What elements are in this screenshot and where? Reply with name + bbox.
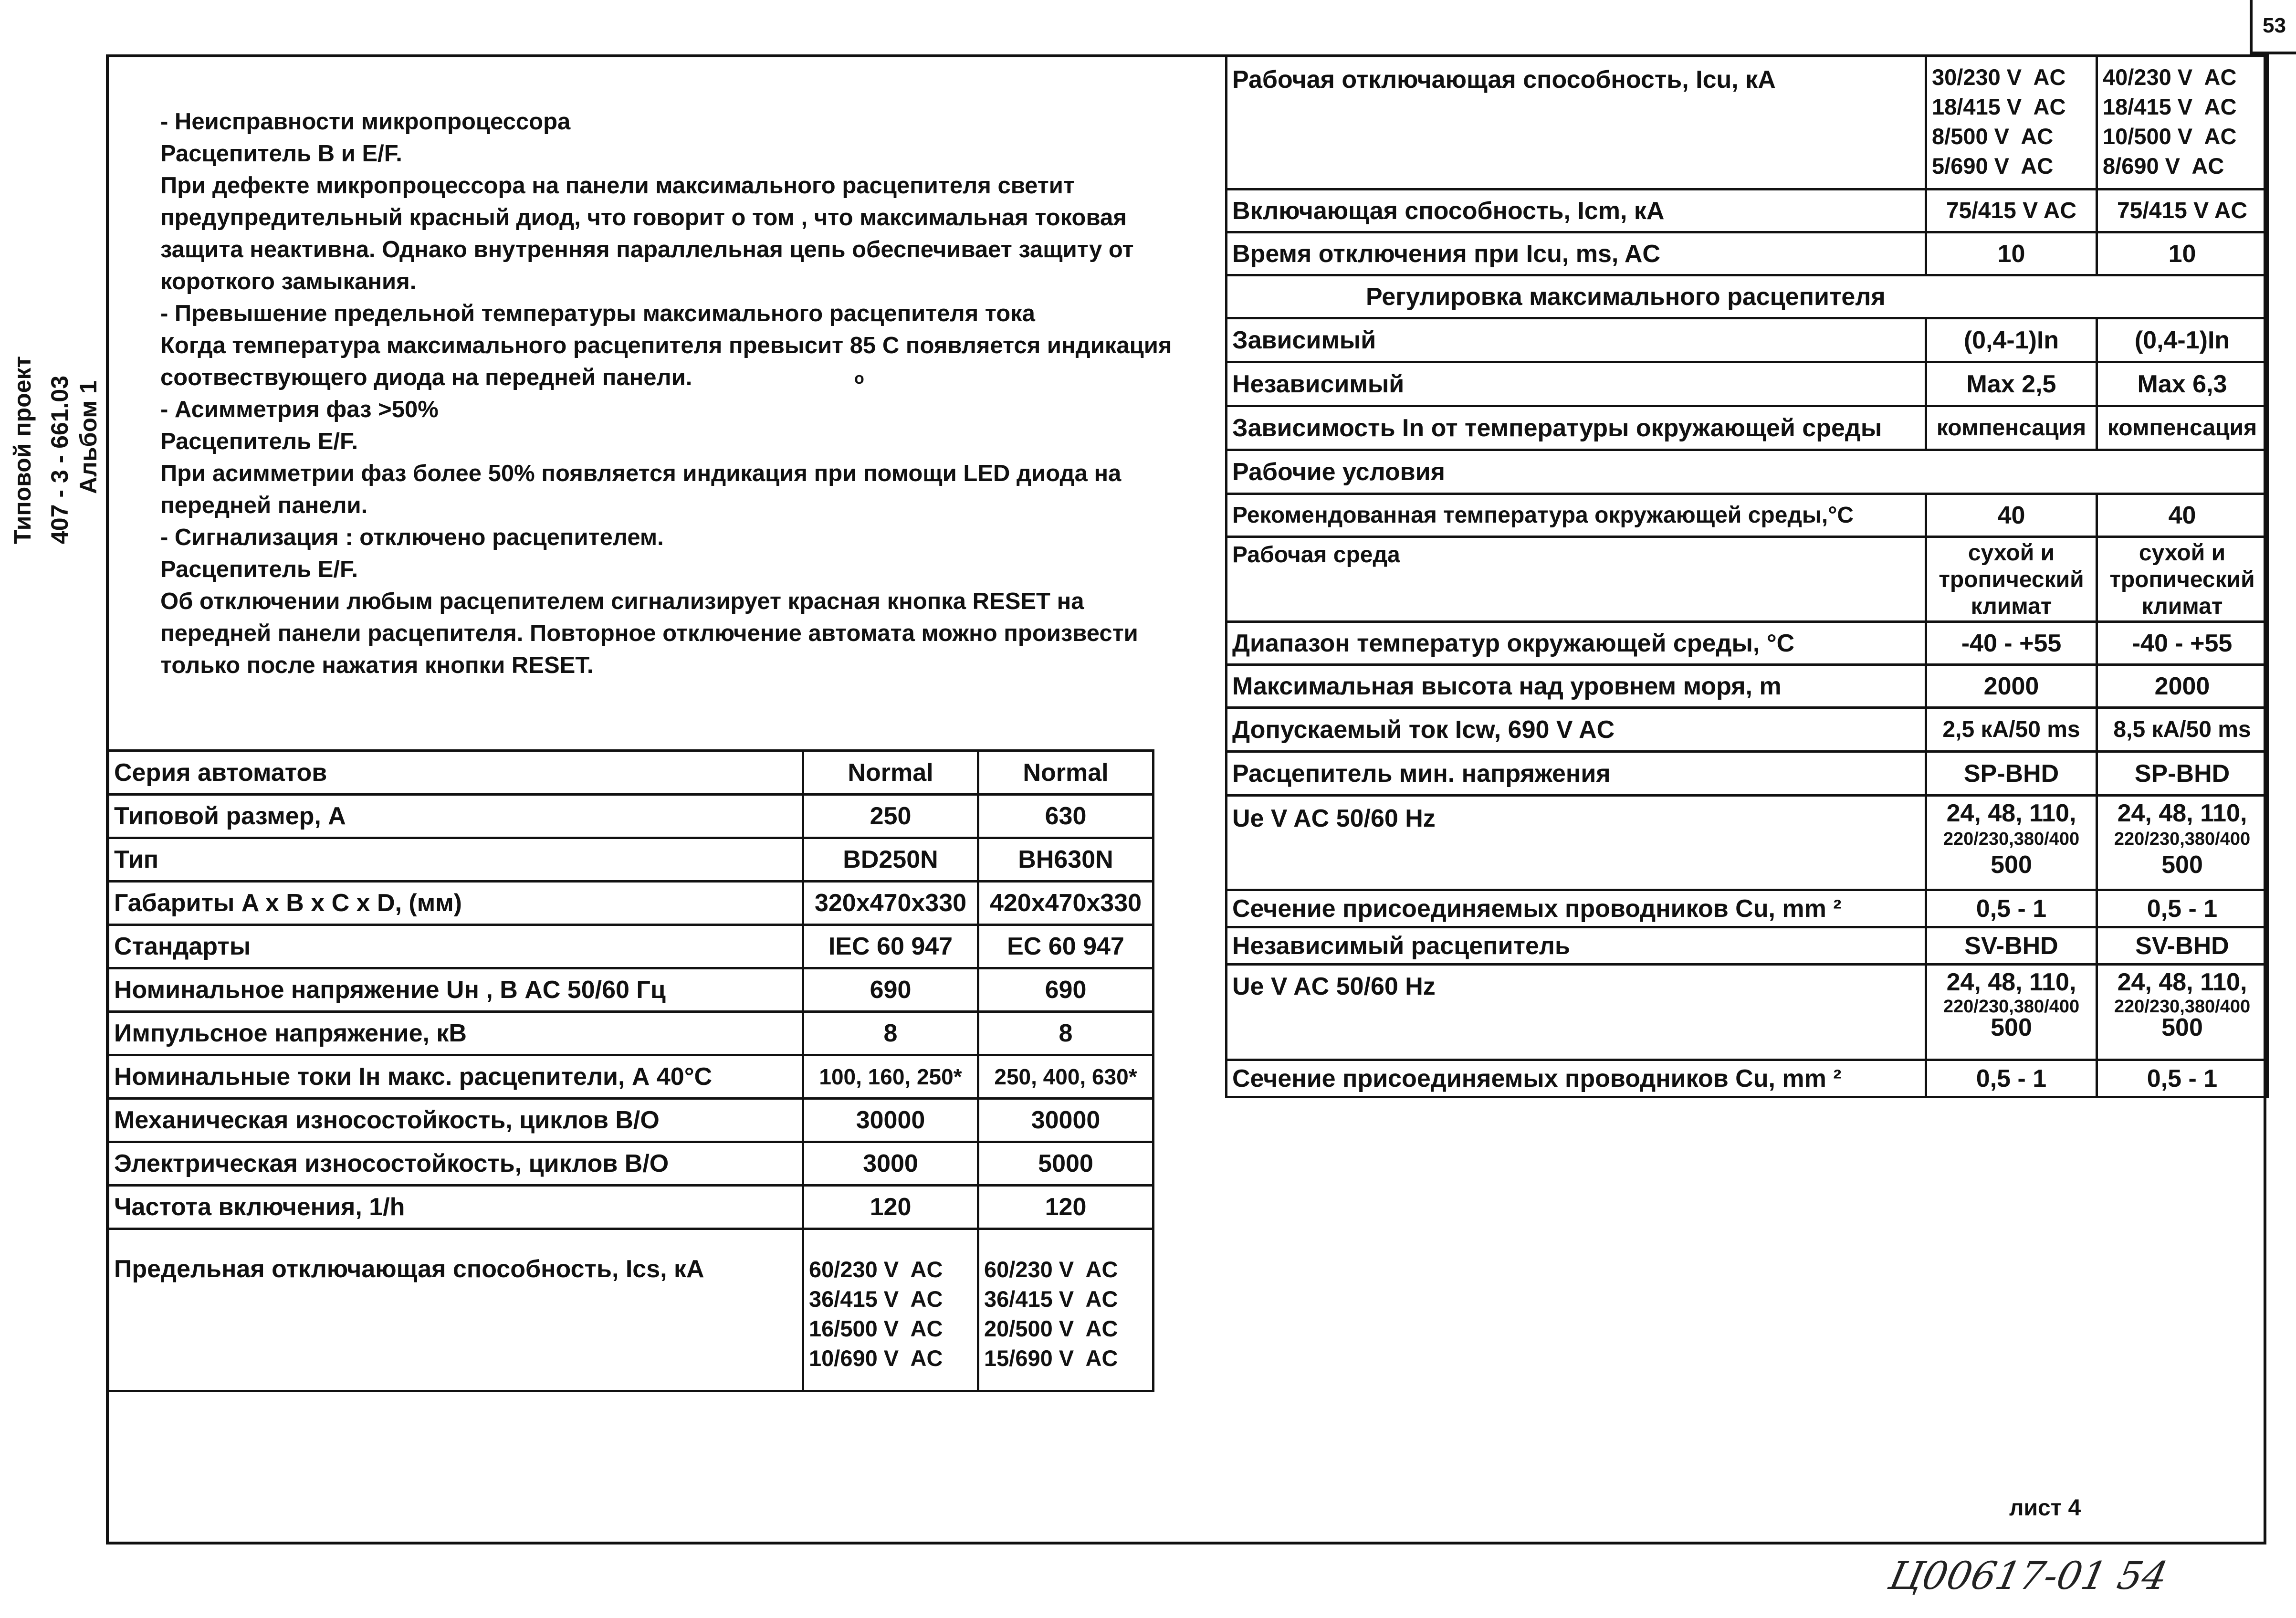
- value-col2: 630: [978, 795, 1153, 838]
- table-row: [108, 1186, 1153, 1229]
- table-row: [1227, 622, 2268, 665]
- table-row: [1227, 494, 2268, 537]
- row-label: Допускаемый ток Icw, 690 V AC: [1227, 708, 1926, 752]
- value-col2: 2000: [2097, 665, 2268, 708]
- table-row: [1227, 965, 2268, 1060]
- value-col2: SP-BHD: [2097, 752, 2268, 796]
- desc-line: При дефекте микропроцессора на панели максимального расцепителя светит: [160, 173, 1075, 199]
- table-row: [1227, 362, 2268, 406]
- value-line: 24, 48, 110,: [1946, 799, 2076, 827]
- value-col2: SV-BHD: [2097, 927, 2268, 965]
- table-row: [1227, 450, 2268, 494]
- table-row: [108, 882, 1153, 925]
- desc-line: - Неисправности микропроцессора: [160, 109, 571, 135]
- value-col2: 120: [978, 1186, 1153, 1229]
- desc-line: передней панели расцепителя. Повторное отключение автомата можно произвести: [160, 620, 1138, 646]
- table-row: [1227, 1060, 2268, 1097]
- value-col1: 690: [803, 968, 978, 1012]
- value-line: 220/230,380/400: [2114, 829, 2251, 849]
- value-col2: Max 6,3: [2097, 362, 2268, 406]
- row-label: Зависимость In от температуры окружающей среды: [1227, 406, 1926, 450]
- table-row: [1227, 752, 2268, 796]
- value-col2: [2097, 796, 2268, 890]
- value-col1: 320x470x330: [803, 882, 978, 925]
- value-line: 220/230,380/400: [2114, 997, 2251, 1017]
- page-number: 53: [2250, 0, 2296, 54]
- desc-line: передней панели.: [160, 493, 368, 518]
- value-col1: 120: [803, 1186, 978, 1229]
- value-col2: 5000: [978, 1142, 1153, 1186]
- row-label: Рекомендованная температура окружающей среды,°C: [1227, 494, 1926, 537]
- table-row: [1227, 927, 2268, 965]
- side-title: [0, 0, 106, 597]
- table-row: [108, 1142, 1153, 1186]
- row-label: Габариты A x B x C x D, (мм): [108, 882, 803, 925]
- desc-line: - Сигнализация : отключено расцепителем.: [160, 525, 664, 550]
- value-col1: SV-BHD: [1926, 927, 2097, 965]
- row-label: Типовой размер, А: [108, 795, 803, 838]
- table-row: [108, 1229, 1153, 1391]
- row-label: Номинальное напряжение Uн , В AC 50/60 Гц: [108, 968, 803, 1012]
- desc-line: предупредительный красный диод, что говорит о том , что максимальная токовая: [160, 205, 1127, 231]
- table-row: [1227, 232, 2268, 275]
- desc-line: - Превышение предельной температуры максимального расцепителя тока: [160, 301, 1035, 326]
- table-row: [1227, 537, 2268, 622]
- row-label: Ue V AC 50/60 Hz: [1227, 796, 1926, 890]
- row-label: Рабочая среда: [1227, 537, 1926, 622]
- desc-line: - Асимметрия фаз >50%: [160, 397, 439, 422]
- table-row: [108, 968, 1153, 1012]
- row-label: Сечение присоединяемых проводников Cu, mm ²: [1227, 1060, 1926, 1097]
- table-row: [1227, 189, 2268, 232]
- desc-line: защита неактивна. Однако внутренняя параллельная цепь обеспечивает защиту от: [160, 237, 1134, 263]
- value-col2: 250, 400, 630*: [978, 1055, 1153, 1099]
- section-header: Рабочие условия: [1227, 450, 2268, 494]
- side-title-line-3: Альбом 1: [75, 380, 102, 494]
- value-col2: 0,5 - 1: [2097, 890, 2268, 927]
- description-text: [160, 106, 1177, 682]
- value-col1: [1926, 965, 2097, 1060]
- table-row: [108, 838, 1153, 882]
- value-col2: 10: [2097, 232, 2268, 275]
- row-label: Электрическая износостойкость, циклов В/О: [108, 1142, 803, 1186]
- degree-mark: o: [854, 369, 864, 388]
- value-col1: 30/230 V AC 18/415 V AC 8/500 V AC 5/690 V AC: [1926, 56, 2097, 189]
- value-col1: -40 - +55: [1926, 622, 2097, 665]
- desc-line: Расцепитель E/F.: [160, 429, 358, 454]
- row-label: Включающая способность, Icm, кА: [1227, 189, 1926, 232]
- value-line: 500: [2161, 1014, 2203, 1041]
- table-row: [108, 795, 1153, 838]
- desc-line: При асимметрии фаз более 50% появляется индикация при помощи LED диода на: [160, 461, 1122, 486]
- table-row: [1227, 796, 2268, 890]
- value-col1: 40: [1926, 494, 2097, 537]
- row-label: Импульсное напряжение, кВ: [108, 1012, 803, 1055]
- value-col2: BH630N: [978, 838, 1153, 882]
- value-col1: 100, 160, 250*: [803, 1055, 978, 1099]
- value-col1: Max 2,5: [1926, 362, 2097, 406]
- value-col2: (0,4-1)In: [2097, 318, 2268, 362]
- table-row: [1227, 275, 2268, 318]
- value-col2: 8,5 кА/50 ms: [2097, 708, 2268, 752]
- value-col2: 420x470x330: [978, 882, 1153, 925]
- table-row: [108, 1055, 1153, 1099]
- desc-line: Когда температура максимального расцепителя превысит 85 С появляется индикация: [160, 333, 1172, 358]
- row-label: Независимый расцепитель: [1227, 927, 1926, 965]
- value-col2: -40 - +55: [2097, 622, 2268, 665]
- value-col2: EC 60 947: [978, 925, 1153, 968]
- value-col1: 0,5 - 1: [1926, 890, 2097, 927]
- value-col1: 2,5 кА/50 ms: [1926, 708, 2097, 752]
- desc-line: Расцепитель В и E/F.: [160, 141, 402, 167]
- table-row: [1227, 56, 2268, 189]
- value-col1: IEC 60 947: [803, 925, 978, 968]
- table-row: [108, 925, 1153, 968]
- row-label: Диапазон температур окружающей среды, °C: [1227, 622, 1926, 665]
- value-col1: сухой и тропический климат: [1926, 537, 2097, 622]
- value-col2: 40/230 V AC 18/415 V AC 10/500 V AC 8/690 V AC: [2097, 56, 2268, 189]
- row-label: Время отключения при Icu, ms, AC: [1227, 232, 1926, 275]
- table-row: [1227, 708, 2268, 752]
- row-label: Ue V AC 50/60 Hz: [1227, 965, 1926, 1060]
- table-row: [108, 1012, 1153, 1055]
- value-col2: 8: [978, 1012, 1153, 1055]
- desc-line: только после нажатия кнопки RESET.: [160, 652, 594, 678]
- side-title-line-2: 407 - 3 - 661.03: [46, 375, 73, 544]
- row-label: Механическая износостойкость, циклов В/О: [108, 1099, 803, 1142]
- table-row: [1227, 890, 2268, 927]
- row-label: Предельная отключающая способность, Ics, кА: [108, 1229, 803, 1391]
- value-col1: 30000: [803, 1099, 978, 1142]
- right-spec-table: [1225, 54, 2269, 1098]
- value-line: 220/230,380/400: [1943, 997, 2080, 1017]
- value-line: 24, 48, 110,: [2117, 799, 2247, 827]
- value-col2: сухой и тропический климат: [2097, 537, 2268, 622]
- value-col1: 60/230 V AC 36/415 V AC 16/500 V AC 10/690 V AC: [803, 1229, 978, 1391]
- value-col2: [2097, 965, 2268, 1060]
- value-col1: (0,4-1)In: [1926, 318, 2097, 362]
- value-line: 500: [1991, 1014, 2032, 1041]
- value-col1: 10: [1926, 232, 2097, 275]
- handwritten-code: Ц00617-01 54: [1885, 1554, 2172, 1598]
- value-col1: [1926, 796, 2097, 890]
- value-col2: 60/230 V AC 36/415 V AC 20/500 V AC 15/690 V AC: [978, 1229, 1153, 1391]
- section-header: Регулировка максимального расцепителя: [1227, 275, 2268, 318]
- value-col2: 40: [2097, 494, 2268, 537]
- value-col2: 690: [978, 968, 1153, 1012]
- row-label: Независимый: [1227, 362, 1926, 406]
- value-col1: Normal: [803, 751, 978, 795]
- value-col2: 0,5 - 1: [2097, 1060, 2268, 1097]
- value-col2: компенсация: [2097, 406, 2268, 450]
- value-col1: 0,5 - 1: [1926, 1060, 2097, 1097]
- value-line: 500: [1991, 851, 2032, 879]
- value-col1: BD250N: [803, 838, 978, 882]
- left-spec-table: [107, 749, 1154, 1392]
- row-label: Номинальные токи Iн макс. расцепители, А 40°C: [108, 1055, 803, 1099]
- row-label: Расцепитель мин. напряжения: [1227, 752, 1926, 796]
- side-title-line-1: Типовой проект: [9, 356, 36, 544]
- sheet-label: лист 4: [2009, 1495, 2081, 1521]
- desc-line: короткого замыкания.: [160, 269, 417, 294]
- value-col1: компенсация: [1926, 406, 2097, 450]
- desc-line: Об отключении любым расцепителем сигнализирует красная кнопка RESET на: [160, 588, 1084, 614]
- value-col1: 75/415 V AC: [1926, 189, 2097, 232]
- table-row: [1227, 318, 2268, 362]
- value-col2: 75/415 V AC: [2097, 189, 2268, 232]
- table-row: [1227, 406, 2268, 450]
- value-line: 24, 48, 110,: [2117, 968, 2247, 996]
- row-label: Максимальная высота над уровнем моря, m: [1227, 665, 1926, 708]
- value-col2: Normal: [978, 751, 1153, 795]
- table-row: [108, 751, 1153, 795]
- desc-line: Расцепитель E/F.: [160, 557, 358, 582]
- table-row: [108, 1099, 1153, 1142]
- value-line: 24, 48, 110,: [1946, 968, 2076, 996]
- row-label: Серия автоматов: [108, 751, 803, 795]
- row-label: Стандарты: [108, 925, 803, 968]
- row-label: Сечение присоединяемых проводников Cu, mm ²: [1227, 890, 1926, 927]
- desc-line: соотвествующего диода на передней панели.: [160, 365, 692, 390]
- value-line: 500: [2161, 851, 2203, 879]
- row-label: Частота включения, 1/h: [108, 1186, 803, 1229]
- value-col1: 2000: [1926, 665, 2097, 708]
- row-label: Тип: [108, 838, 803, 882]
- value-line: 220/230,380/400: [1943, 829, 2080, 849]
- value-col1: 250: [803, 795, 978, 838]
- value-col2: 30000: [978, 1099, 1153, 1142]
- row-label: Рабочая отключающая способность, Icu, кА: [1227, 56, 1926, 189]
- table-row: [1227, 665, 2268, 708]
- value-col1: SP-BHD: [1926, 752, 2097, 796]
- row-label: Зависимый: [1227, 318, 1926, 362]
- value-col1: 3000: [803, 1142, 978, 1186]
- value-col1: 8: [803, 1012, 978, 1055]
